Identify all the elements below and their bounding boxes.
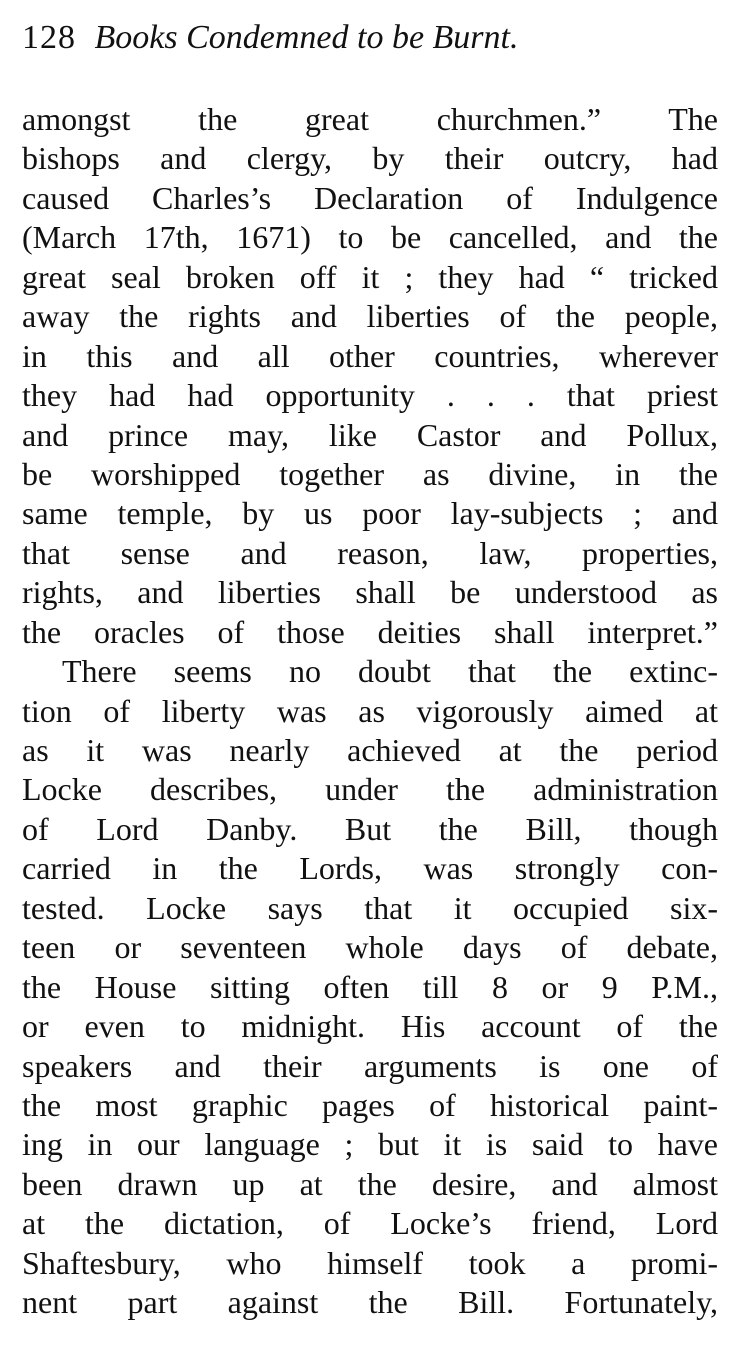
text-line: There seems no doubt that the extinc- (62, 653, 718, 690)
text-line: (March 17th, 1671) to be cancelled, and the (22, 219, 718, 256)
text-line: in this and all other countries, wherever (22, 337, 718, 374)
text-line: of Lord Danby. But the Bill, though (22, 810, 718, 847)
text-line: be worshipped together as divine, in the (22, 455, 718, 492)
text-line: amongst the great churchmen.” The (22, 101, 718, 137)
text-line: bishops and clergy, by their outcry, had (22, 140, 718, 177)
text-line: as it was nearly achieved at the period (22, 732, 718, 768)
text-line: at the dictation, of Locke’s friend, Lord (22, 1205, 718, 1242)
text-line: tested. Locke says that it occupied six- (22, 889, 718, 926)
text-line: carried in the Lords, was strongly con- (22, 850, 718, 887)
running-head (22, 14, 722, 62)
text-line: that sense and reason, law, properties, (22, 534, 718, 571)
text-line: teen or seventeen whole days of debate, (22, 929, 718, 966)
page-number: 128 (22, 19, 76, 56)
text-line: or even to midnight. His account of the (22, 1008, 718, 1045)
text-line: away the rights and liberties of the people, (22, 298, 718, 335)
text-line: caused Charles’s Declaration of Indulgence (22, 179, 718, 216)
running-title: Books Condemned to be Burnt. (94, 19, 519, 56)
text-line: the oracles of those deities shall interpret.” (22, 613, 718, 650)
text-line: Shaftesbury, who himself took a promi- (22, 1244, 718, 1281)
text-line: been drawn up at the desire, and almost (22, 1165, 718, 1202)
text-line: same temple, by us poor lay-subjects ; and (22, 495, 718, 532)
text-line: they had had opportunity . . . that priest (22, 377, 718, 414)
text-line: tion of liberty was as vigorously aimed at (22, 692, 718, 729)
text-line: the House sitting often till 8 or 9 P.M., (22, 968, 718, 1005)
text-line: nent part against the Bill. Fortunately, (22, 1284, 718, 1321)
text-line: great seal broken off it ; they had “ tricked (22, 258, 718, 295)
text-line: ing in our language ; but it is said to have (22, 1126, 718, 1163)
text-line: rights, and liberties shall be understood as (22, 574, 718, 611)
body-text (22, 100, 718, 1323)
text-line: and prince may, like Castor and Pollux, (22, 416, 718, 453)
text-line: speakers and their arguments is one of (22, 1047, 718, 1084)
text-line: Locke describes, under the administration (22, 771, 718, 808)
text-line: the most graphic pages of historical paint- (22, 1086, 718, 1123)
